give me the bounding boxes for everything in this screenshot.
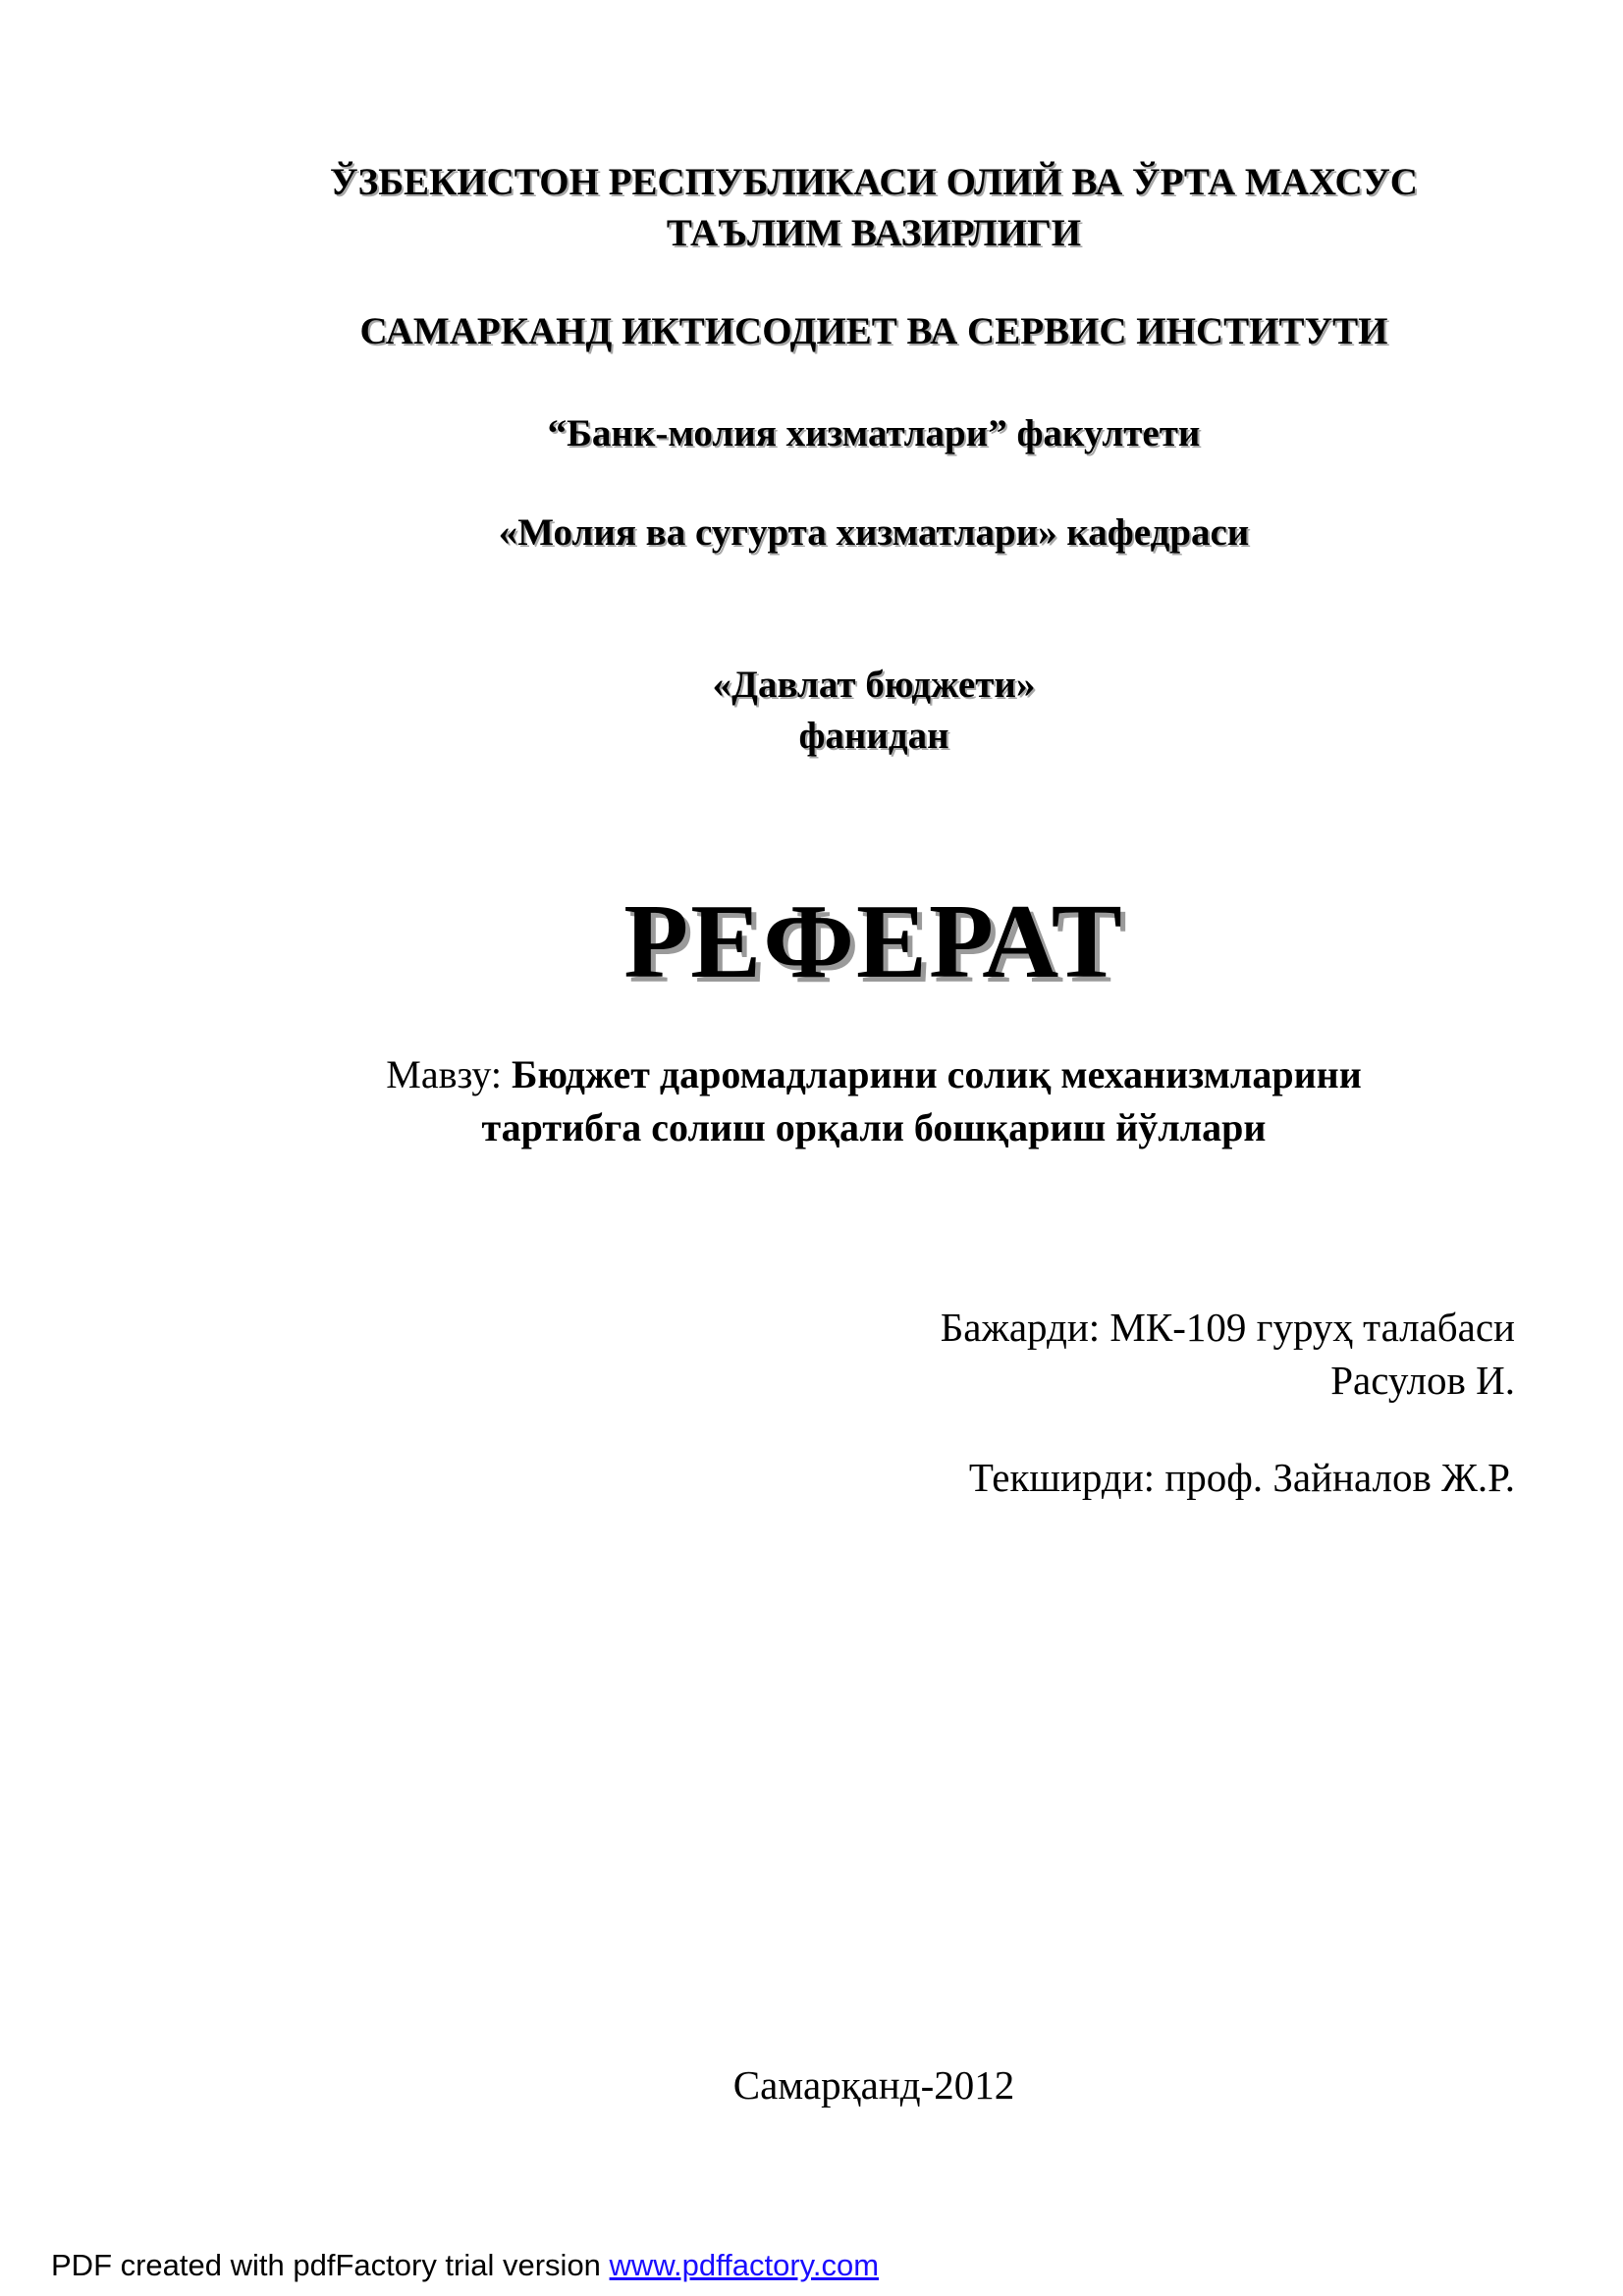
faculty-heading: “Банк-молия хизматлари” факултети xyxy=(547,412,1201,454)
pdf-footer xyxy=(51,2248,879,2283)
topic-title-part-1: Бюджет даромадларини солиқ механизмларини xyxy=(512,1052,1362,1096)
subject-heading xyxy=(177,660,1571,762)
topic-title-part-2: тартибга солиш орқали бошқариш йўллари xyxy=(481,1105,1267,1149)
topic-block xyxy=(177,1048,1571,1154)
department-heading: «Молия ва сугурта хизматлари» кафедраси xyxy=(498,511,1250,554)
ministry-line-1: ЎЗБЕКИСТОН РЕСПУБЛИКАСИ ОЛИЙ ВА ЎРТА МАХСУС xyxy=(330,161,1418,203)
ministry-heading xyxy=(177,157,1571,259)
subject-line-1: «Давлат бюджети» xyxy=(712,664,1036,706)
institute-heading: САМАРКАНД ИКТИСОДИЕТ ВА СЕРВИС ИНСТИТУТИ xyxy=(359,310,1388,352)
performer-name: Расулов И. xyxy=(1330,1358,1515,1403)
city-year: Самарқанд-2012 xyxy=(732,2062,1015,2108)
ministry-line-2: ТАЪЛИМ ВАЗИРЛИГИ xyxy=(666,212,1082,254)
subject-line-2: фанидан xyxy=(798,715,949,757)
performer-line-1: Бажарди: МК-109 гуруҳ талабаси xyxy=(940,1305,1515,1350)
footer-text: PDF created with pdfFactory trial version xyxy=(51,2248,610,2282)
topic-line-1 xyxy=(177,1048,1571,1101)
document-type-title: РЕФЕРАТ xyxy=(623,883,1124,1000)
footer-link[interactable]: www.pdffactory.com xyxy=(609,2248,880,2282)
performer-block xyxy=(941,1301,1515,1407)
topic-label: Мавзу: xyxy=(386,1052,513,1096)
checker-line: Текширди: проф. Зайналов Ж.Р. xyxy=(968,1455,1515,1500)
